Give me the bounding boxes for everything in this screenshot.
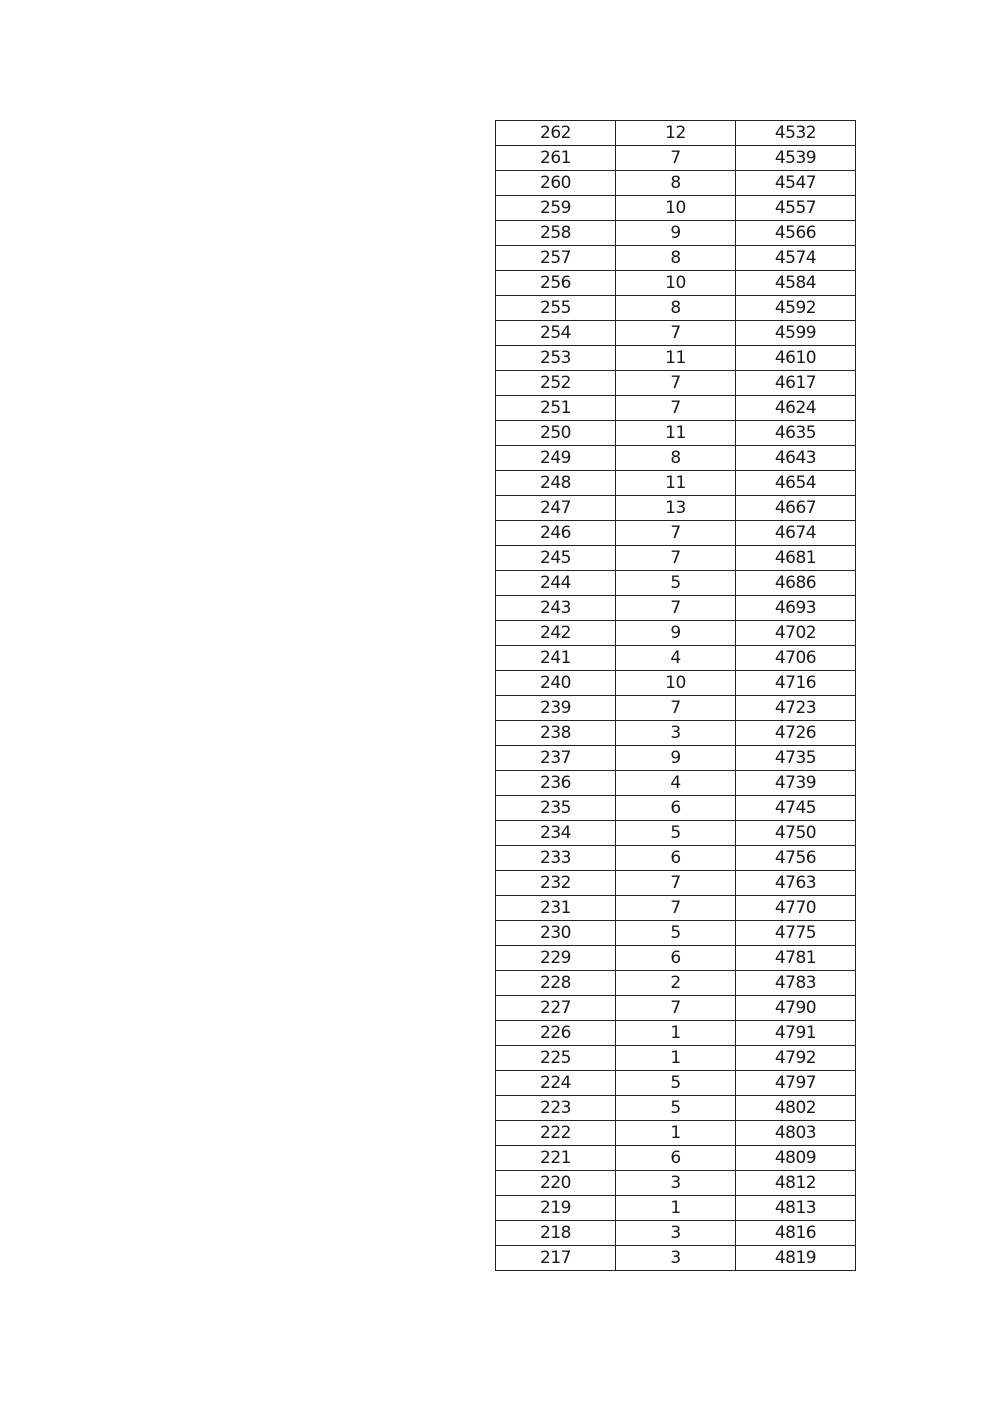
cumulative-cell: 4592: [736, 296, 856, 321]
cumulative-cell: 4539: [736, 146, 856, 171]
count-cell: 7: [616, 396, 736, 421]
score-cell: 244: [496, 571, 616, 596]
count-cell: 12: [616, 121, 736, 146]
cumulative-cell: 4635: [736, 421, 856, 446]
table-row: [496, 646, 856, 671]
count-cell: 6: [616, 846, 736, 871]
cumulative-cell: 4790: [736, 996, 856, 1021]
score-cell: 234: [496, 821, 616, 846]
score-cell: 238: [496, 721, 616, 746]
count-cell: 11: [616, 421, 736, 446]
table-row: [496, 221, 856, 246]
table-row: [496, 1246, 856, 1271]
table-row: [496, 921, 856, 946]
table-row: [496, 1121, 856, 1146]
cumulative-cell: 4557: [736, 196, 856, 221]
table-row: [496, 1046, 856, 1071]
score-cell: 222: [496, 1121, 616, 1146]
table-row: [496, 896, 856, 921]
table-row: [496, 146, 856, 171]
score-cell: 221: [496, 1146, 616, 1171]
table-row: [496, 271, 856, 296]
score-cell: 255: [496, 296, 616, 321]
score-cell: 256: [496, 271, 616, 296]
score-cell: 254: [496, 321, 616, 346]
score-cell: 241: [496, 646, 616, 671]
cumulative-cell: 4791: [736, 1021, 856, 1046]
score-cell: 219: [496, 1196, 616, 1221]
cumulative-cell: 4792: [736, 1046, 856, 1071]
count-cell: 5: [616, 821, 736, 846]
score-cell: 246: [496, 521, 616, 546]
count-cell: 9: [616, 221, 736, 246]
table-row: [496, 696, 856, 721]
table-row: [496, 1146, 856, 1171]
cumulative-cell: 4686: [736, 571, 856, 596]
score-cell: 262: [496, 121, 616, 146]
score-cell: 251: [496, 396, 616, 421]
cumulative-cell: 4610: [736, 346, 856, 371]
score-cell: 249: [496, 446, 616, 471]
cumulative-cell: 4803: [736, 1121, 856, 1146]
table-row: [496, 771, 856, 796]
cumulative-cell: 4532: [736, 121, 856, 146]
table-row: [496, 246, 856, 271]
cumulative-cell: 4745: [736, 796, 856, 821]
cumulative-cell: 4775: [736, 921, 856, 946]
table-row: [496, 121, 856, 146]
score-cell: 247: [496, 496, 616, 521]
score-cell: 235: [496, 796, 616, 821]
count-cell: 7: [616, 996, 736, 1021]
table-row: [496, 446, 856, 471]
count-cell: 5: [616, 1096, 736, 1121]
count-cell: 10: [616, 271, 736, 296]
table-row: [496, 1021, 856, 1046]
score-cell: 224: [496, 1071, 616, 1096]
table-row: [496, 796, 856, 821]
score-cell: 227: [496, 996, 616, 1021]
score-cell: 261: [496, 146, 616, 171]
score-cell: 253: [496, 346, 616, 371]
table-row: [496, 421, 856, 446]
count-cell: 7: [616, 896, 736, 921]
cumulative-cell: 4783: [736, 971, 856, 996]
cumulative-cell: 4802: [736, 1096, 856, 1121]
count-cell: 11: [616, 471, 736, 496]
count-cell: 4: [616, 771, 736, 796]
cumulative-cell: 4750: [736, 821, 856, 846]
count-cell: 7: [616, 321, 736, 346]
cumulative-cell: 4812: [736, 1171, 856, 1196]
table-row: [496, 1071, 856, 1096]
cumulative-cell: 4816: [736, 1221, 856, 1246]
score-cell: 248: [496, 471, 616, 496]
cumulative-cell: 4809: [736, 1146, 856, 1171]
cumulative-cell: 4574: [736, 246, 856, 271]
count-cell: 7: [616, 146, 736, 171]
score-cell: 228: [496, 971, 616, 996]
score-cell: 237: [496, 746, 616, 771]
score-cell: 239: [496, 696, 616, 721]
cumulative-cell: 4781: [736, 946, 856, 971]
count-cell: 1: [616, 1021, 736, 1046]
cumulative-cell: 4643: [736, 446, 856, 471]
score-cell: 243: [496, 596, 616, 621]
table-row: [496, 996, 856, 1021]
table-row: [496, 296, 856, 321]
count-cell: 3: [616, 1171, 736, 1196]
cumulative-cell: 4756: [736, 846, 856, 871]
count-cell: 7: [616, 371, 736, 396]
count-cell: 6: [616, 946, 736, 971]
table-row: [496, 496, 856, 521]
table-row: [496, 196, 856, 221]
table-row: [496, 746, 856, 771]
score-cell: 233: [496, 846, 616, 871]
cumulative-cell: 4584: [736, 271, 856, 296]
cumulative-cell: 4702: [736, 621, 856, 646]
cumulative-cell: 4667: [736, 496, 856, 521]
table-row: [496, 1221, 856, 1246]
count-cell: 6: [616, 796, 736, 821]
count-cell: 3: [616, 1221, 736, 1246]
table-row: [496, 1196, 856, 1221]
count-cell: 7: [616, 596, 736, 621]
table-body: [496, 121, 856, 1271]
table-row: [496, 946, 856, 971]
cumulative-cell: 4693: [736, 596, 856, 621]
score-cell: 229: [496, 946, 616, 971]
count-cell: 5: [616, 571, 736, 596]
count-cell: 8: [616, 296, 736, 321]
table-row: [496, 371, 856, 396]
table-row: [496, 821, 856, 846]
score-cell: 250: [496, 421, 616, 446]
score-cell: 217: [496, 1246, 616, 1271]
score-cell: 220: [496, 1171, 616, 1196]
cumulative-cell: 4770: [736, 896, 856, 921]
count-cell: 4: [616, 646, 736, 671]
score-cell: 242: [496, 621, 616, 646]
score-cell: 223: [496, 1096, 616, 1121]
table-row: [496, 321, 856, 346]
count-cell: 10: [616, 671, 736, 696]
table-row: [496, 171, 856, 196]
cumulative-cell: 4624: [736, 396, 856, 421]
table-row: [496, 721, 856, 746]
count-cell: 6: [616, 1146, 736, 1171]
cumulative-cell: 4739: [736, 771, 856, 796]
count-cell: 7: [616, 546, 736, 571]
cumulative-cell: 4681: [736, 546, 856, 571]
count-cell: 8: [616, 246, 736, 271]
table-row: [496, 971, 856, 996]
count-cell: 9: [616, 621, 736, 646]
count-cell: 7: [616, 871, 736, 896]
cumulative-cell: 4599: [736, 321, 856, 346]
score-cell: 226: [496, 1021, 616, 1046]
cumulative-cell: 4797: [736, 1071, 856, 1096]
cumulative-cell: 4735: [736, 746, 856, 771]
table-row: [496, 396, 856, 421]
cumulative-cell: 4726: [736, 721, 856, 746]
count-cell: 2: [616, 971, 736, 996]
table-row: [496, 621, 856, 646]
score-cell: 260: [496, 171, 616, 196]
count-cell: 1: [616, 1046, 736, 1071]
cumulative-cell: 4813: [736, 1196, 856, 1221]
cumulative-cell: 4654: [736, 471, 856, 496]
score-cell: 259: [496, 196, 616, 221]
count-cell: 1: [616, 1121, 736, 1146]
count-cell: 9: [616, 746, 736, 771]
cumulative-cell: 4617: [736, 371, 856, 396]
table-row: [496, 1171, 856, 1196]
table-row: [496, 671, 856, 696]
count-cell: 1: [616, 1196, 736, 1221]
score-cell: 218: [496, 1221, 616, 1246]
cumulative-cell: 4716: [736, 671, 856, 696]
score-cell: 245: [496, 546, 616, 571]
table-row: [496, 346, 856, 371]
table-row: [496, 521, 856, 546]
table-row: [496, 471, 856, 496]
score-cell: 257: [496, 246, 616, 271]
table-row: [496, 1096, 856, 1121]
count-cell: 7: [616, 696, 736, 721]
score-cell: 252: [496, 371, 616, 396]
score-cell: 258: [496, 221, 616, 246]
count-cell: 7: [616, 521, 736, 546]
cumulative-cell: 4819: [736, 1246, 856, 1271]
table-row: [496, 546, 856, 571]
count-cell: 8: [616, 446, 736, 471]
table-row: [496, 596, 856, 621]
count-cell: 10: [616, 196, 736, 221]
score-cell: 240: [496, 671, 616, 696]
score-cell: 225: [496, 1046, 616, 1071]
score-cell: 232: [496, 871, 616, 896]
cumulative-cell: 4706: [736, 646, 856, 671]
count-cell: 13: [616, 496, 736, 521]
count-cell: 8: [616, 171, 736, 196]
cumulative-cell: 4763: [736, 871, 856, 896]
score-cell: 231: [496, 896, 616, 921]
count-cell: 5: [616, 1071, 736, 1096]
table-row: [496, 871, 856, 896]
count-cell: 5: [616, 921, 736, 946]
cumulative-cell: 4723: [736, 696, 856, 721]
cumulative-cell: 4566: [736, 221, 856, 246]
score-distribution-table: [495, 120, 856, 1271]
count-cell: 3: [616, 721, 736, 746]
table-row: [496, 571, 856, 596]
count-cell: 11: [616, 346, 736, 371]
score-cell: 230: [496, 921, 616, 946]
score-cell: 236: [496, 771, 616, 796]
cumulative-cell: 4547: [736, 171, 856, 196]
table-row: [496, 846, 856, 871]
cumulative-cell: 4674: [736, 521, 856, 546]
count-cell: 3: [616, 1246, 736, 1271]
